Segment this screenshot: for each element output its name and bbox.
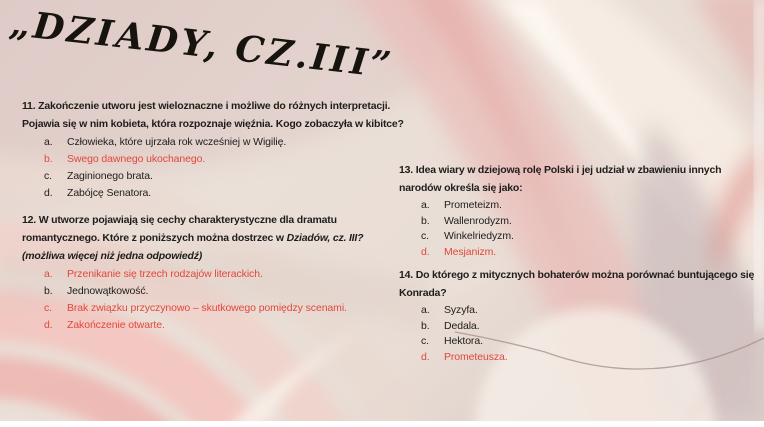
question-14-stem: 14. Do którego z mitycznych bohaterów można porównać buntującego się Konrada? [399,269,755,299]
option-text: Jednowątkowość. [67,285,149,297]
stem-text: 12. W utworze pojawiają się cechy charakterystyczne dla dramatu romantycznego. Które z poniższych można dostrzec w [22,214,337,244]
option-text: Zaginionego brata. [67,170,153,182]
stem-note: (możliwa więcej niż jedna odpowiedź) [22,250,203,262]
option-text: Zabójcę Senatora. [67,187,152,199]
question-14-options [399,303,755,365]
answer-option [44,283,414,300]
option-letter: d. [44,319,53,331]
left-column [22,97,414,334]
answer-option [44,168,414,185]
question-12 [22,211,414,334]
option-letter: c. [421,230,429,242]
question-13 [399,161,755,260]
option-letter: d. [44,187,53,199]
option-letter: a. [421,304,430,316]
answer-option-correct [421,350,755,366]
stem-title-reference: Dziadów, cz. III? [286,232,364,244]
option-letter: a. [44,268,53,280]
answer-option [421,319,755,335]
option-text: Zakończenie otwarte. [67,319,165,331]
answer-option-correct [44,317,414,334]
answer-option [421,334,755,350]
option-text: Hektora. [444,335,483,347]
answer-option [421,303,755,319]
answer-option-correct [44,300,414,317]
option-text: Dedala. [444,319,480,332]
option-text: Winkelriedyzm. [444,230,514,242]
answer-option [44,185,414,202]
question-13-options [399,198,755,260]
answer-option-correct [421,245,755,261]
option-text: Swego dawnego ukochanego. [67,153,206,165]
option-letter: a. [44,136,53,148]
option-text: Prometeizm. [444,199,502,211]
option-text: Mesjanizm. [444,245,497,258]
right-column [399,161,755,365]
option-letter: d. [421,245,430,258]
question-13-stem: 13. Idea wiary w dziejową rolę Polski i jej udział w zbawieniu innych narodów określa się jako: [399,164,722,194]
answer-option-correct [44,151,414,168]
answer-option [421,229,755,245]
option-letter: b. [421,214,430,227]
option-letter: a. [421,199,430,211]
question-11-options [22,134,414,202]
question-12-options [22,266,414,334]
answer-option [421,214,755,230]
question-14 [399,266,755,365]
option-text: Przenikanie się trzech rodzajów literackich. [67,268,263,280]
page-title: „DZIADY, CZ.III” [7,2,396,87]
option-text: Syzyfa. [444,304,478,316]
option-letter: c. [421,335,429,347]
answer-option [421,198,755,214]
option-letter: b. [44,285,53,297]
question-11 [22,97,414,202]
option-text: Brak związku przyczynowo – skutkowego pomiędzy scenami. [67,302,347,314]
option-letter: b. [421,319,430,332]
option-letter: c. [44,302,52,314]
question-12-stem [22,211,414,265]
option-text: Wallenrodyzm. [444,214,512,227]
option-letter: b. [44,153,53,165]
option-letter: c. [44,170,52,182]
option-text: Prometeusza. [444,350,508,363]
answer-option [44,134,414,151]
option-letter: d. [421,350,430,363]
question-11-stem: 11. Zakończenie utworu jest wieloznaczne i możliwe do różnych interpretacji. Pojawia się w nim kobieta, która rozpoznaje więźnia. Kogo zobaczyła w kibitce? [22,100,404,130]
answer-option-correct [44,266,414,283]
option-text: Człowieka, które ujrzała rok wcześniej w Wigilię. [67,136,287,148]
